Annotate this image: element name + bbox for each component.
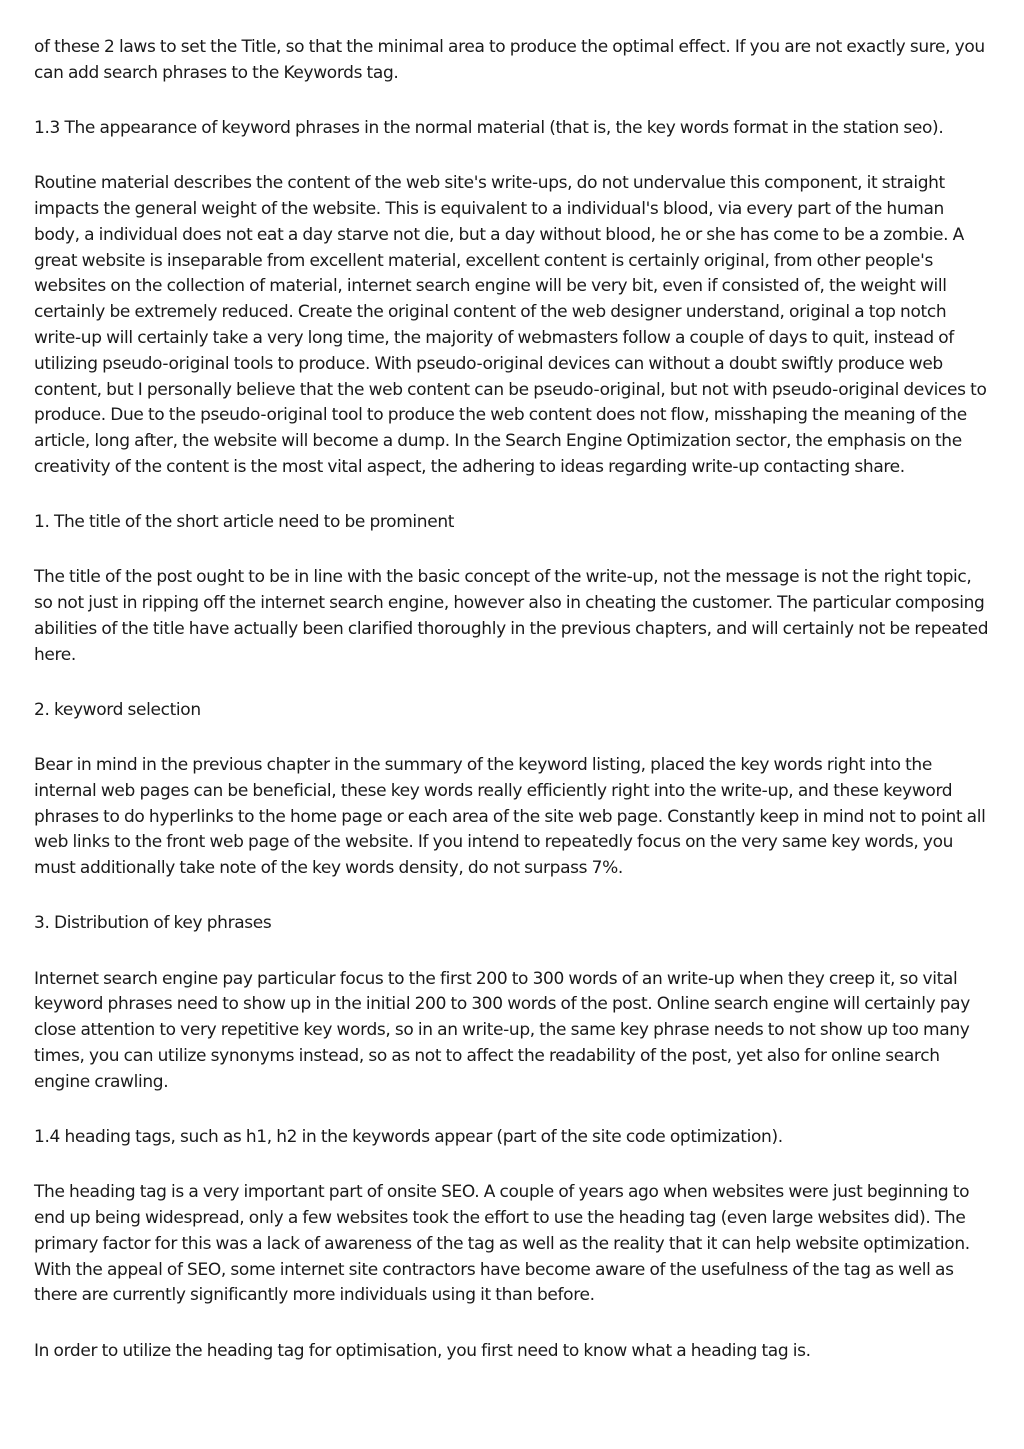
paragraph-search-engine-focus: Internet search engine pay particular focus to the first 200 to 300 words of an write-up when they creep it, so vital keyword phrases need to show up in the initial 200 to 300 words of the post. Online search engine will certainly pay close attention to very repetitive key words, so in an write-up, the same key phrase needs to not show up too many times, you can utilize synonyms instead, so as not to affect the readability of the post, yet also for online search engine crawling. bbox=[34, 968, 970, 1092]
list-heading-title-prominent: 1. The title of the short article need to be prominent bbox=[34, 512, 455, 533]
paragraph-heading-tag: The heading tag is a very important part of onsite SEO. A couple of years ago when websites were just beginning to end up being widespread, only a few websites took the effort to use the heading tag (even large websites did). The primary factor for this was a lack of awareness of the tag as well as the reality that it can help website optimization. With the appeal of SEO, some internet site contractors have become aware of the usefulness of the tag as well as there are currently significantly more individuals using it than before. bbox=[34, 1182, 970, 1306]
paragraph-keyword-listing: Bear in mind in the previous chapter in the summary of the keyword listing, placed the key words right into the internal web pages can be beneficial, these key words really efficiently right into the write-up, and these keyword phrases to do hyperlinks to the home page or each area of the site web page. Constantly keep in mind not to point all web links to the front web page of the website. If you intend to repeatedly focus on the very same key words, you must additionally take note of the key words density, do not surpass 7%. bbox=[34, 755, 986, 879]
paragraph-heading-tag-usage: In order to utilize the heading tag for optimisation, you first need to know what a heading tag is. bbox=[34, 1340, 811, 1361]
paragraph-post-title: The title of the post ought to be in line with the basic concept of the write-up, not the message is not the right topic, so not just in ripping off the internet search engine, however also in cheating the customer. The particular composing abilities of the title have actually been clarified thoroughly in the previous chapters, and will certainly not be repeated here. bbox=[34, 567, 989, 665]
section-heading-1-4: 1.4 heading tags, such as h1, h2 in the keywords appear (part of the site code optimization). bbox=[34, 1127, 783, 1148]
list-heading-distribution: 3. Distribution of key phrases bbox=[34, 913, 272, 934]
paragraph-title-laws: of these 2 laws to set the Title, so that the minimal area to produce the optimal effect. If you are not exactly sure, you can add search phrases to the Keywords tag. bbox=[34, 37, 985, 83]
paragraph-routine-material: Routine material describes the content of the web site's write-ups, do not undervalue this component, it straight impacts the general weight of the website. This is equivalent to a individual's blood, via every part of the human body, a individual does not eat a day starve not die, but a day without blood, he or she has come to be a zombie. A great website is inseparable from excellent material, excellent content is certainly original, from other people's websites on the collection of material, internet search engine will be very bit, even if consisted of, the weight will certainly be extremely reduced. Create the original content of the web designer understand, original a top notch write-up will certainly take a very long time, the majority of webmasters follow a couple of days to quit, instead of utilizing pseudo-original tools to produce. With pseudo-original devices can without a doubt swiftly produce web content, but I personally believe that the web content can be pseudo-original, but not with pseudo-original devices to produce. Due to the pseudo-original tool to produce the web content does not flow, misshaping the meaning of the article, long after, the website will become a dump. In the Search Engine Optimization sector, the emphasis on the creativity of the content is the most vital aspect, the adhering to ideas regarding write-up contacting share. bbox=[34, 173, 987, 477]
list-heading-keyword-selection: 2. keyword selection bbox=[34, 699, 201, 720]
section-heading-1-3: 1.3 The appearance of keyword phrases in the normal material (that is, the key words format in the station seo). bbox=[34, 117, 944, 138]
